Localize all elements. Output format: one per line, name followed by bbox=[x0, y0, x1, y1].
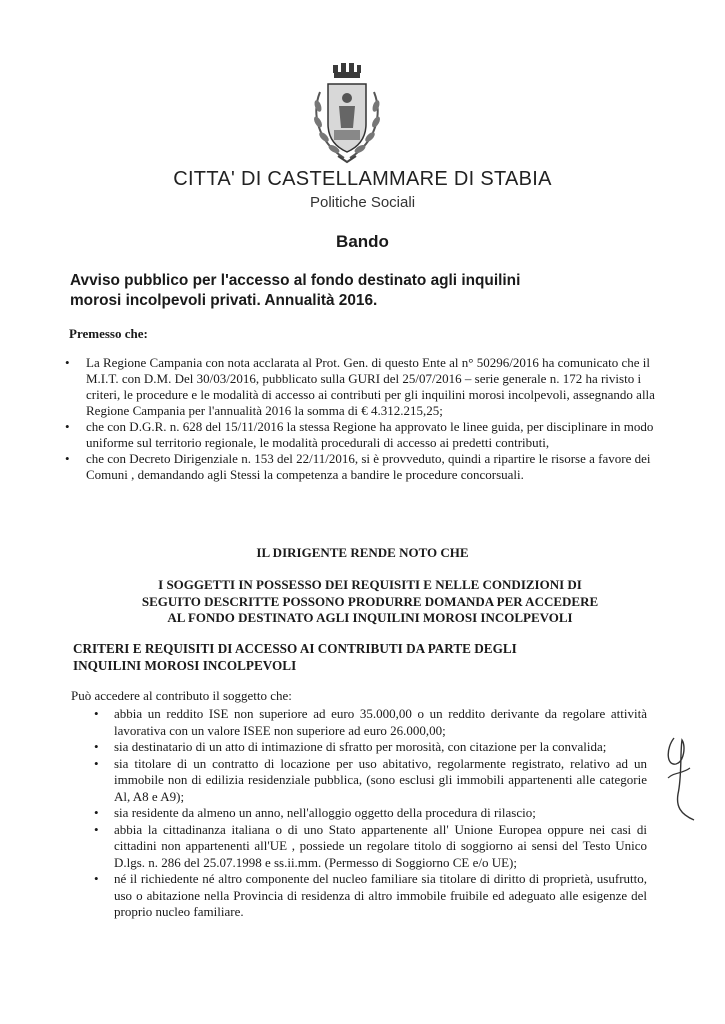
list-item-text: che con Decreto Dirigenziale n. 153 del 22/11/2016, si è provveduto, quindi a ripartire le risorse a favore dei Comuni , demandando agli Stessi la competenza a bandire le procedure concorsuali. bbox=[86, 451, 651, 482]
list-item-text: abbia la cittadinanza italiana o di uno Stato appartenente all' Unione Europea oppure nei casi di cittadini non appartenenti all'UE , possiede un regolare titolo di soggiorno ai sensi del Testo Unico D.lgs. n. 286 del 25.07.1998 e ss.ii.mm. (Permesso di Soggiorno CE e/o UE); bbox=[114, 821, 647, 870]
list-item bbox=[65, 419, 658, 451]
bullet-icon: • bbox=[65, 419, 70, 434]
premesso-list bbox=[65, 355, 658, 483]
list-item-text: né il richiedente né altro componente del nucleo familiare sia titolare di diritto di proprietà, usufrutto, uso o abitazione nella Provincia di residenza di altro immobile fruibile ed adeguato alle esigenze del proprio nucleo familiare. bbox=[114, 871, 647, 919]
criteria-intro: Può accedere al contributo il soggetto che: bbox=[71, 688, 292, 703]
list-item bbox=[94, 805, 647, 822]
bullet-icon: • bbox=[94, 871, 99, 886]
bullet-icon: • bbox=[94, 821, 99, 837]
city-name-title: CITTA' DI CASTELLAMMARE DI STABIA bbox=[173, 168, 552, 190]
list-item bbox=[65, 355, 658, 419]
crown-icon bbox=[333, 63, 361, 78]
list-item-text: La Regione Campania con nota acclarata al Prot. Gen. di questo Ente al n° 50296/2016 ha comunicato che il M.I.T. con D.M. Del 30/03/2016, pubblicato sulla GURI del 25/07/2016 – serie generale n. 172 ha rivisto i criteri, le procedure e le modalità di accesso ai contributi per gli inquilini morosi incolpevoli, assegnando alla Regione Campania per l'annualità 2016 la somma di € 4.312.215,25; bbox=[86, 355, 655, 418]
dirigente-announcement: IL DIRIGENTE RENDE NOTO CHE bbox=[256, 545, 469, 560]
list-item bbox=[65, 451, 658, 483]
bullet-icon: • bbox=[94, 739, 99, 754]
criteria-heading-line: CRITERI E REQUISITI DI ACCESSO AI CONTRIBUTI DA PARTE DEGLI bbox=[73, 641, 517, 656]
eligible-subjects-statement bbox=[40, 577, 700, 627]
list-item bbox=[94, 755, 647, 806]
notice-subject bbox=[70, 271, 670, 311]
requirements-list bbox=[94, 706, 647, 921]
premesso-heading: Premesso che: bbox=[69, 326, 148, 341]
list-item bbox=[94, 871, 647, 921]
criteria-heading-line: INQUILINI MOROSI INCOLPEVOLI bbox=[73, 658, 297, 673]
criteria-heading bbox=[73, 640, 633, 674]
bullet-icon: • bbox=[94, 706, 99, 721]
list-item bbox=[94, 739, 647, 756]
notice-subject-line: morosi incolpevoli privati. Annualità 2016. bbox=[70, 292, 378, 309]
statement-line: AL FONDO DESTINATO AGLI INQUILINI MOROSI INCOLPEVOLI bbox=[167, 610, 573, 625]
list-item bbox=[94, 821, 647, 872]
bullet-icon: • bbox=[65, 355, 70, 370]
list-item-text: sia residente da almeno un anno, nell'alloggio oggetto della procedura di rilascio; bbox=[114, 805, 536, 820]
bullet-icon: • bbox=[94, 755, 99, 771]
handwritten-signature bbox=[660, 732, 700, 824]
list-item-text: sia destinatario di un atto di intimazione di sfratto per morosità, con citazione per la convalida; bbox=[114, 739, 607, 754]
list-item-text: abbia un reddito ISE non superiore ad euro 35.000,00 o un reddito derivante da regolare attività lavorativa con un valore ISEE non superiore ad euro 26.000,00; bbox=[114, 706, 647, 738]
bullet-icon: • bbox=[94, 805, 99, 820]
notice-subject-line: Avviso pubblico per l'accesso al fondo destinato agli inquilini bbox=[70, 272, 521, 289]
statement-line: SEGUITO DESCRITTE POSSONO PRODURRE DOMANDA PER ACCEDERE bbox=[141, 593, 599, 609]
document-type-heading: Bando bbox=[336, 232, 389, 251]
city-crest-emblem bbox=[306, 62, 388, 166]
statement-line: I SOGGETTI IN POSSESSO DEI REQUISITI E NELLE CONDIZIONI DI bbox=[158, 577, 582, 592]
bullet-icon: • bbox=[65, 451, 70, 466]
department-subtitle: Politiche Sociali bbox=[309, 194, 416, 211]
list-item-text: che con D.G.R. n. 628 del 15/11/2016 la stessa Regione ha approvato le linee guida, per disciplinare in modo uniforme sul territorio regionale, le modalità procedurali di accesso ai predetti contributi, bbox=[86, 419, 654, 450]
list-item bbox=[94, 706, 647, 739]
list-item-text: sia titolare di un contratto di locazione per uso abitativo, regolarmente registrato, relativo ad un immobile non di edilizia residenziale pubblica, (sono esclusi gli immobili appartenenti alle categorie Al, A8 e A9); bbox=[114, 755, 647, 804]
